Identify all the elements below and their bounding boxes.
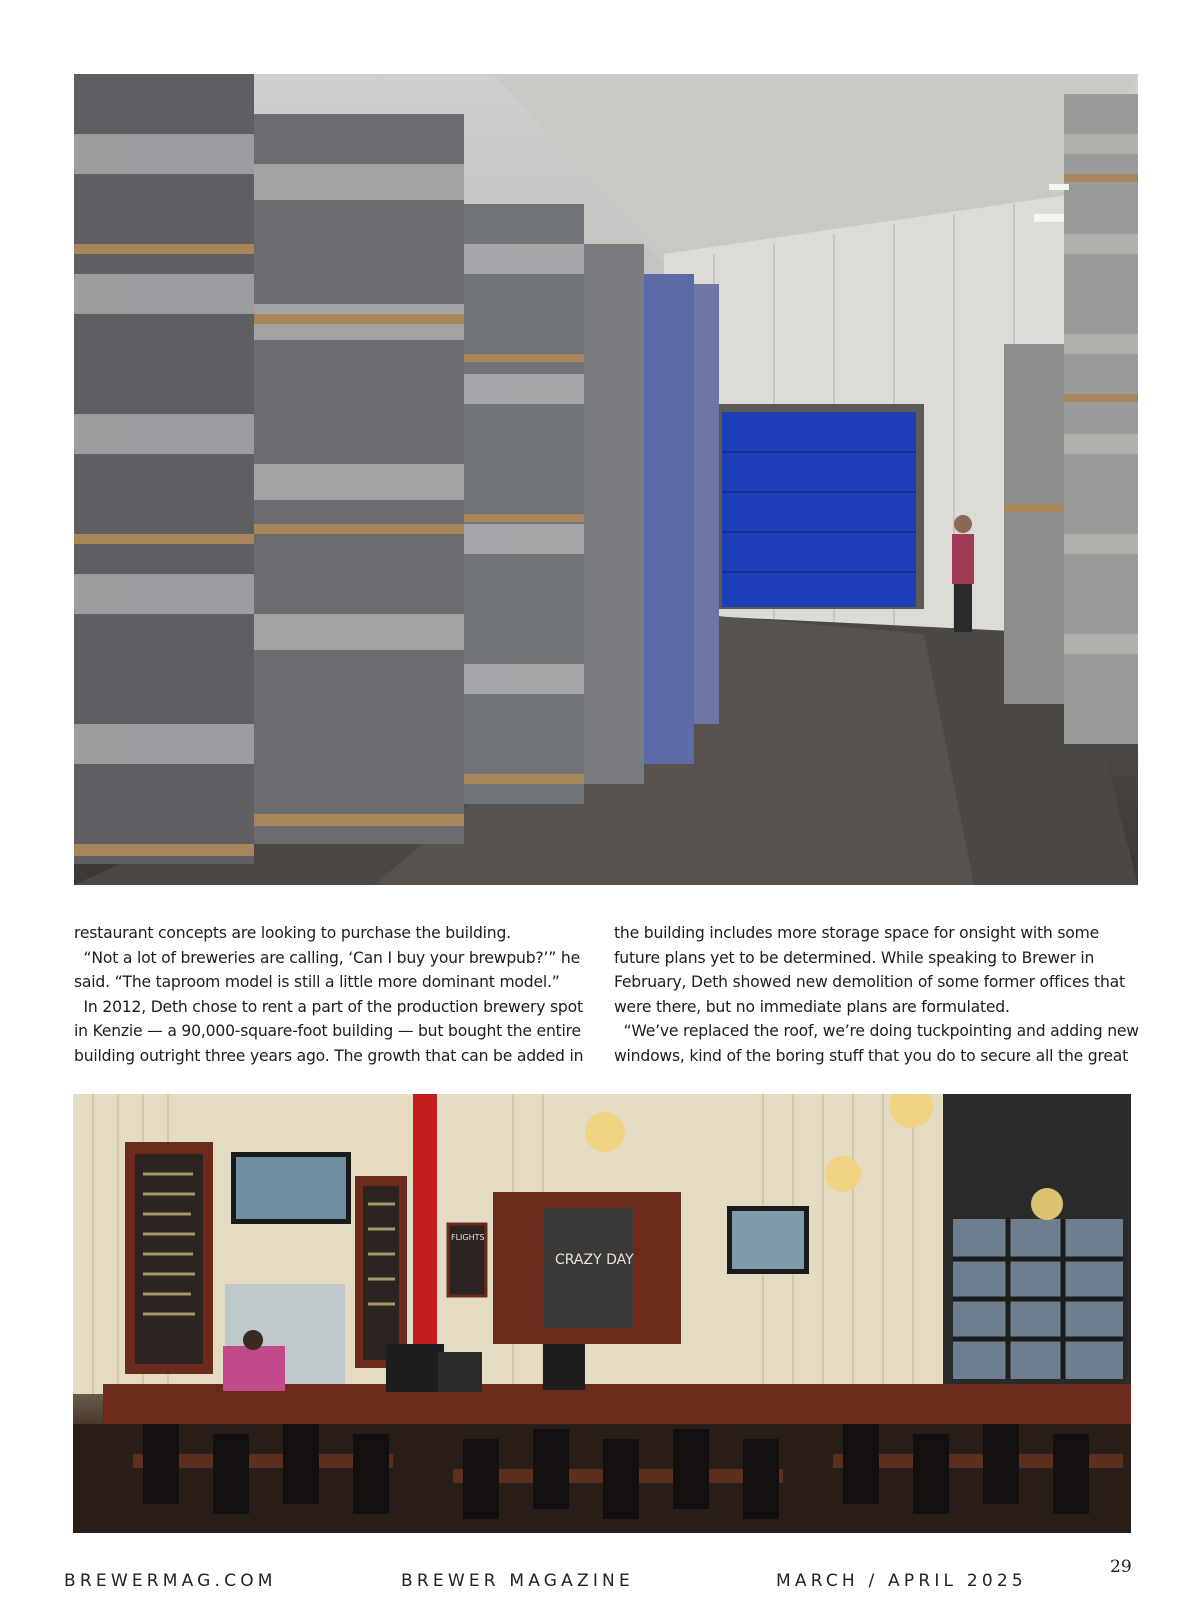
footer-issue-date: MARCH / APRIL 2025 bbox=[776, 1571, 1027, 1591]
footer-magazine-name: BREWER MAGAZINE bbox=[401, 1571, 634, 1591]
footer-site-url: BREWERMAG.COM bbox=[64, 1571, 277, 1591]
warehouse-illustration bbox=[74, 74, 1138, 885]
taproom-photo bbox=[73, 1094, 1131, 1533]
article-line: restaurant concepts are looking to purchase the building. bbox=[74, 924, 511, 942]
article-line: windows, kind of the boring stuff that you do to secure all the great bbox=[614, 1046, 1129, 1065]
article-line: were there, but no immediate plans are formulated. bbox=[614, 997, 1010, 1016]
taproom-illustration bbox=[73, 1094, 1131, 1533]
article-line: “We’ve replaced the roof, we’re doing tuckpointing and adding new bbox=[614, 1022, 1139, 1041]
article-line: future plans yet to be determined. While speaking to Brewer in bbox=[614, 948, 1095, 967]
article-line: “Not a lot of breweries are calling, ‘Can I buy your brewpub?’” he bbox=[74, 948, 580, 967]
page-number: 29 bbox=[1110, 1557, 1132, 1577]
article-line: February, Deth showed new demolition of some former offices that bbox=[614, 973, 1125, 992]
article-line: in Kenzie — a 90,000-square-foot building — but bought the entire bbox=[74, 1022, 581, 1041]
article-line: the building includes more storage space for onsight with some bbox=[614, 924, 1100, 942]
blue-roll-door bbox=[722, 412, 916, 607]
article-line: In 2012, Deth chose to rent a part of the production brewery spot bbox=[74, 997, 583, 1016]
flights-sign-text: FLIGHTS bbox=[451, 1233, 485, 1242]
article-line: building outright three years ago. The growth that can be added in bbox=[74, 1046, 584, 1065]
chalkboard-text: CRAZY DAY bbox=[555, 1252, 634, 1268]
article-column-left bbox=[74, 921, 584, 1069]
article-column-right bbox=[614, 921, 1139, 1069]
warehouse-photo bbox=[74, 74, 1138, 885]
article-line: said. “The taproom model is still a little more dominant model.” bbox=[74, 973, 560, 992]
